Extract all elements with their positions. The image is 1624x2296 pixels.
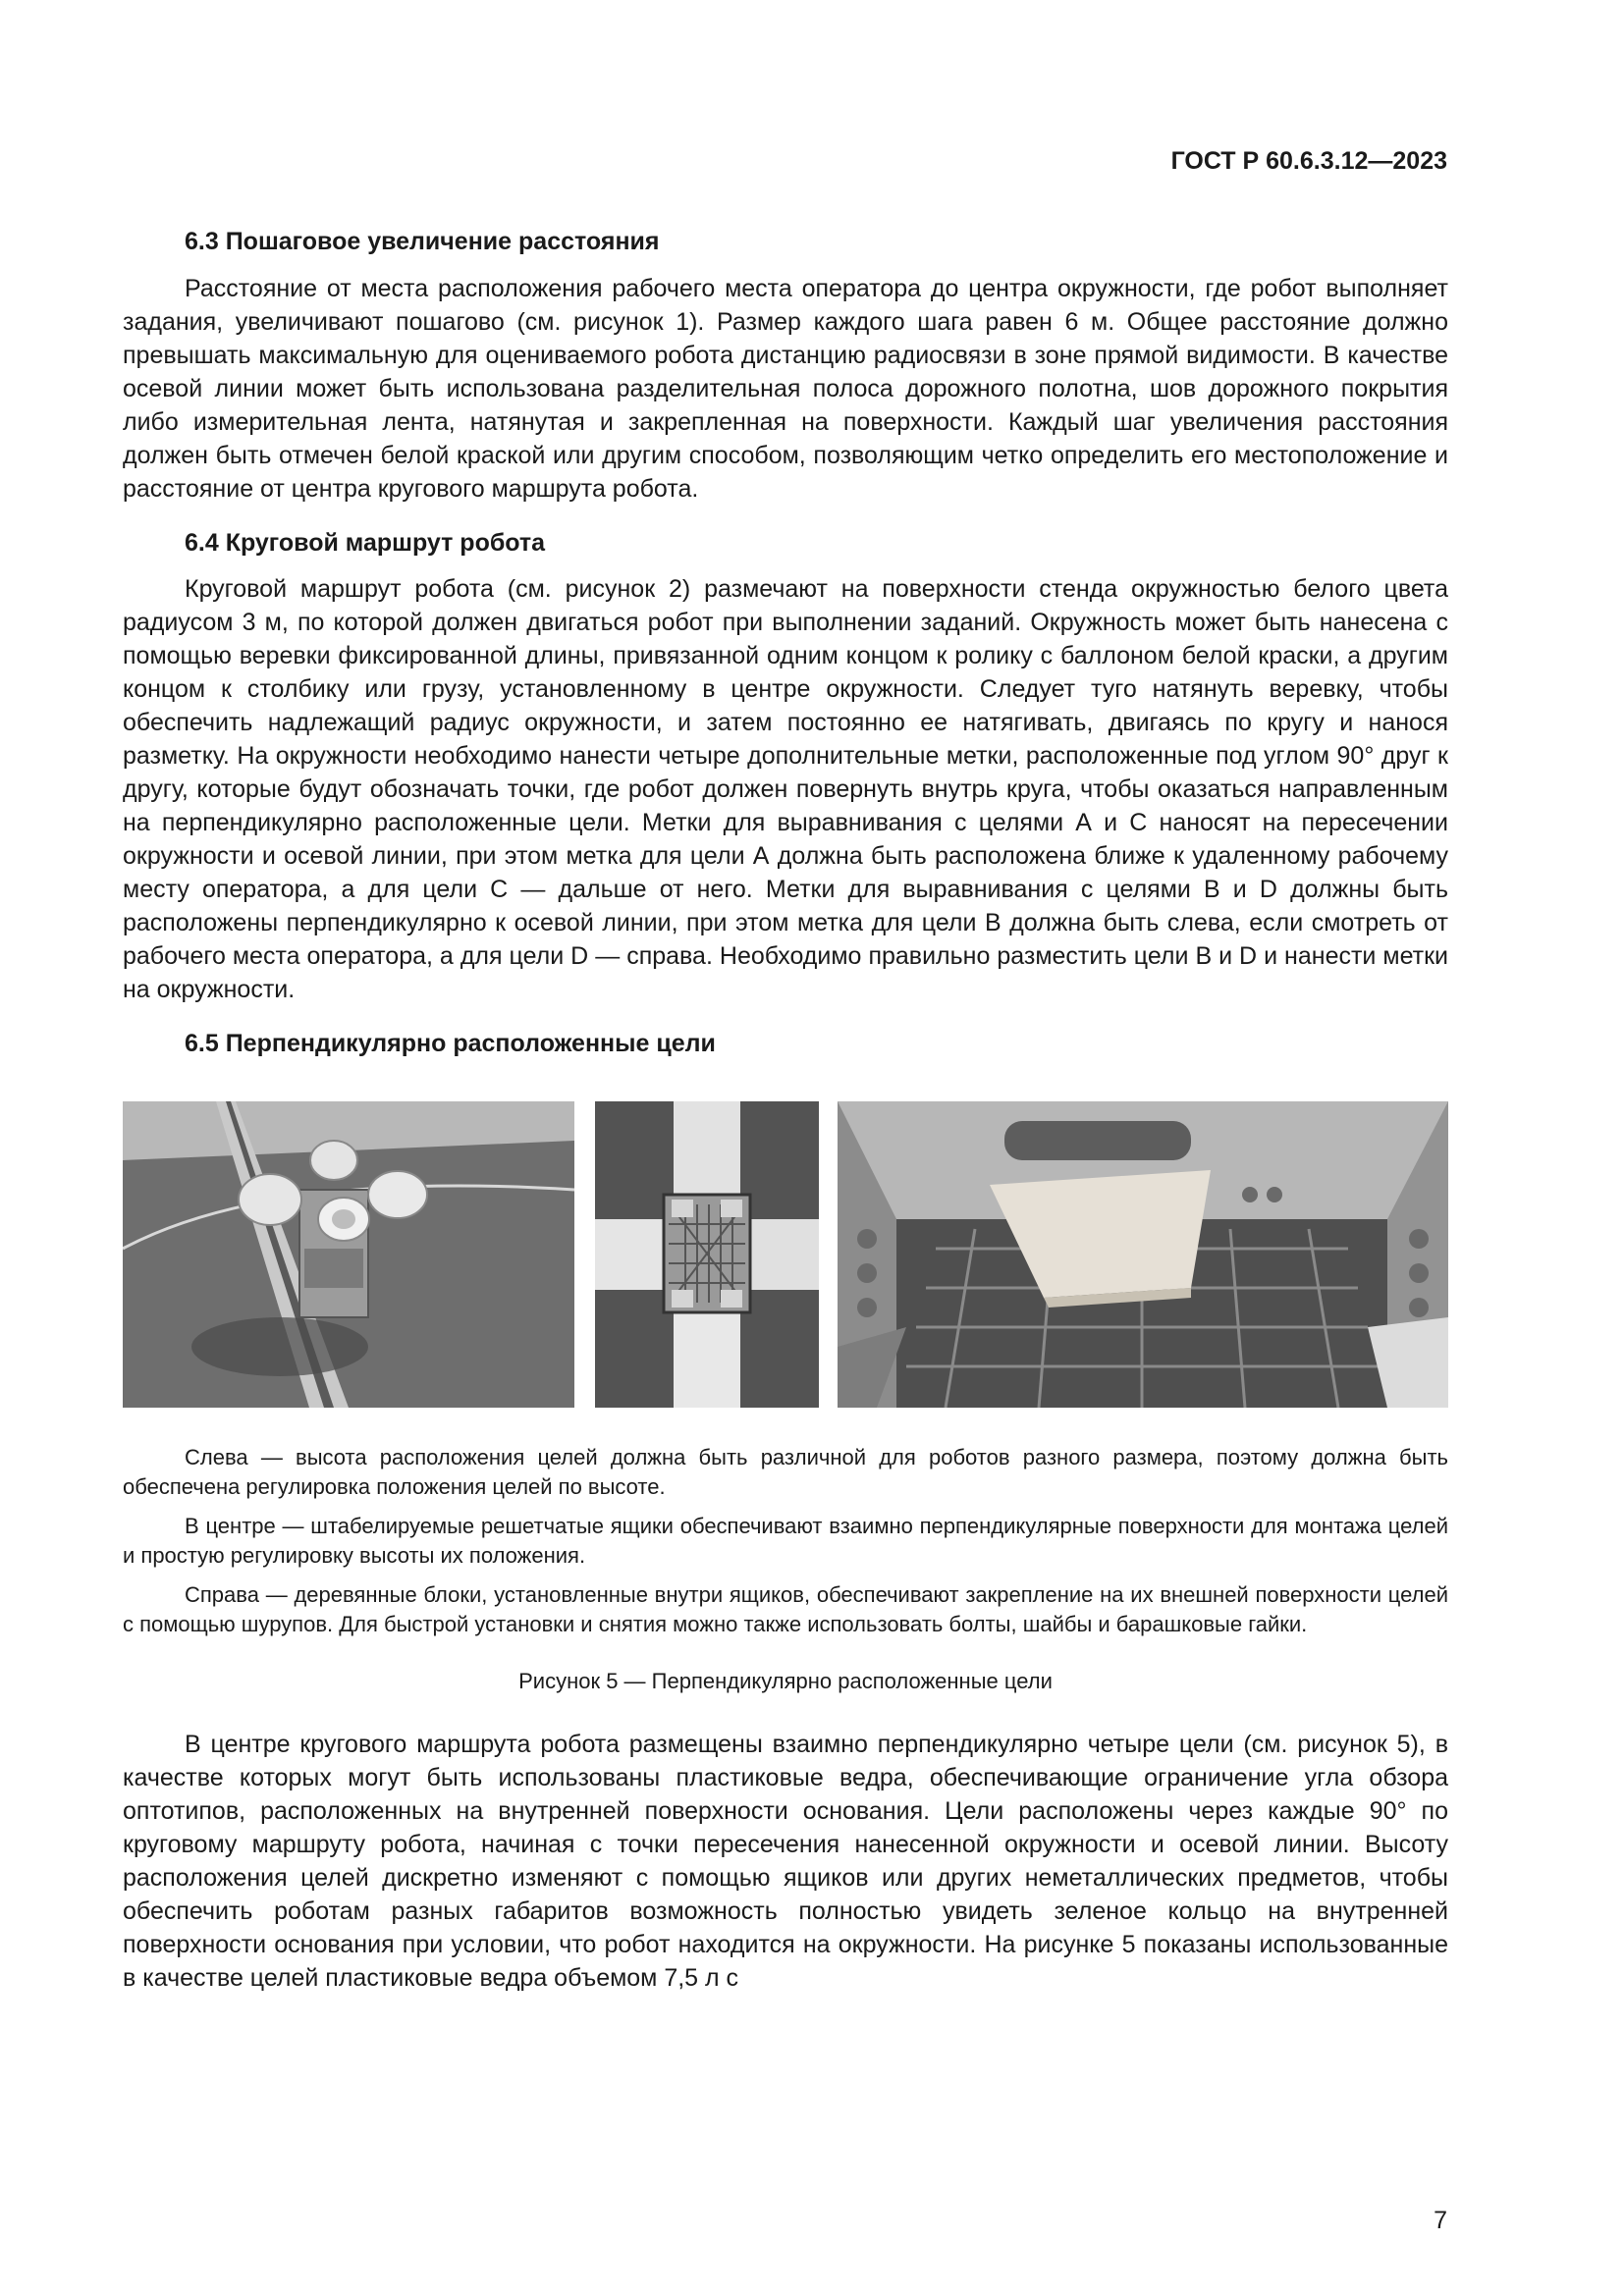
road-target-photo bbox=[123, 1101, 574, 1408]
standard-code: ГОСТ Р 60.6.3.12—2023 bbox=[1170, 147, 1447, 175]
page-number: 7 bbox=[1434, 2207, 1447, 2234]
figure-captions bbox=[123, 1443, 1448, 1639]
caption-right: Справа — деревянные блоки, установленные внутри ящиков, обеспечивают закрепление на их внешней поверхности целей с помощью шурупов. Для быстрой установки и снятия можно также использовать болты, шайбы и барашковые гайки. bbox=[123, 1581, 1448, 1636]
document-body bbox=[123, 226, 1448, 1995]
section-6-3 bbox=[123, 226, 1448, 506]
section-heading: 6.5 Перпендикулярно расположенные цели bbox=[185, 1030, 716, 1057]
section-heading: 6.4 Круговой маршрут робота bbox=[185, 528, 546, 557]
section-paragraph: Расстояние от места расположения рабочего места оператора до центра окружности, где робот выполняет задания, увеличивают пошагово (см. рисунок 1). Размер каждого шага равен 6 м. Общее расстояние должно превышать максимальную для оцениваемого робота дистанцию радиосвязи в зоне прямой видимости. В качестве осевой линии может быть использована разделительная полоса дорожного полотна, шов дорожного покрытия либо измерительная лента, натянутая и закрепленная на поверхности. Каждый шаг увеличения расстояния должен быть отмечен белой краской или другим способом, позволяющим четко определить его местоположение и расстояние от центра кругового маршрута робота. bbox=[123, 274, 1448, 503]
closing-paragraph: В центре кругового маршрута робота размещены взаимно перпендикулярно четыре цели (см. рисунок 5), в качестве которых могут быть использованы пластиковые ведра, обеспечивающие ограничение угла обзора оптотипов, расположенных на внутренней поверхности основания. Цели расположены через каждые 90° по круговому маршруту робота, начиная с точки пересечения нанесенной окружности и осевой линии. Высоту расположения целей дискретно изменяют с помощью ящиков или других неметаллических предметов, чтобы обеспечить роботам разных габаритов возможность полностью увидеть зеленое кольцо на внутренней поверхности основания при условии, что робот находится на окружности. На рисунке 5 показаны использованные в качестве целей пластиковые ведра объемом 7,5 л с bbox=[123, 1730, 1448, 1992]
section-heading: 6.3 Пошаговое увеличение расстояния bbox=[185, 228, 660, 255]
section-6-4 bbox=[123, 527, 1448, 1007]
section-paragraph: Круговой маршрут робота (см. рисунок 2) размечают на поверхности стенда окружностью белого цвета радиусом 3 м, по которой должен двигаться робот при выполнении заданий. Окружность может быть нанесена с помощью веревки фиксированной длины, привязанной одним концом к ролику с баллоном белой краски, а другим концом к столбику или грузу, установленному в центре окружности. Следует туго натянуть веревку, чтобы обеспечить надлежащий радиус окружности, и затем постоянно ее натягивать, двигаясь по кругу и нанося разметку. На окружности необходимо нанести четыре дополнительные метки, расположенные под углом 90° друг к другу, которые будут обозначать точки, где робот должен повернуть внутрь круга, чтобы оказаться направленным на перпендикулярно расположенные цели. Метки для выравнивания с целями А и С наносят на пересечении окружности и осевой линии, при этом метка для цели А должна быть расположена ближе к удаленному рабочему месту оператора, а для цели С — дальше от него. Метки для выравнивания с целями В и D должны быть расположены перпендикулярно к осевой линии, при этом метка для цели В должна быть слева, если смотреть от рабочего места оператора, а для цели D — справа. Необходимо правильно разместить цели В и D и нанести метки на окружности. bbox=[123, 575, 1448, 1003]
figure-title: Рисунок 5 — Перпендикулярно расположенные цели bbox=[518, 1668, 1053, 1693]
caption-left: Слева — высота расположения целей должна быть различной для роботов разного размера, поэтому должна быть обеспечена регулировка положения целей по высоте. bbox=[123, 1444, 1448, 1499]
figure-5 bbox=[123, 1101, 1448, 1408]
crate-crossed-photo bbox=[595, 1101, 819, 1408]
caption-center: В центре — штабелируемые решетчатые ящики обеспечивают взаимно перпендикулярные поверхности для монтажа целей и простую регулировку высоты их положения. bbox=[123, 1513, 1448, 1568]
crate-wood-block-photo bbox=[838, 1101, 1448, 1408]
section-6-5 bbox=[123, 1028, 1448, 1060]
